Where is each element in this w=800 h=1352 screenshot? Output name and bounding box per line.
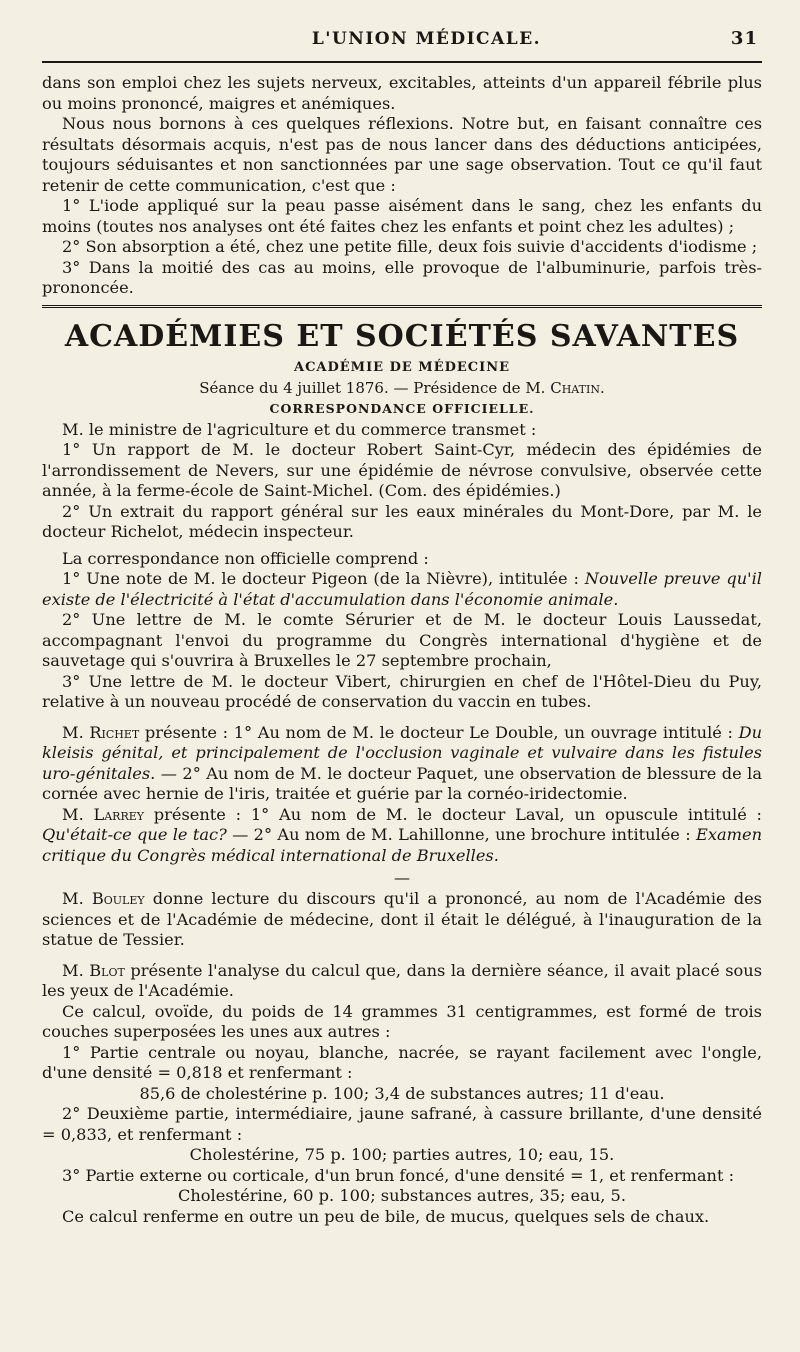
- seance-prefix: Séance du 4 juillet 1876. — Présidence de M.: [199, 378, 546, 397]
- body-paragraph-7: 3° Une lettre de M. le docteur Vibert, chirurgien en chef de l'Hôtel-Dieu du Puy, relative à un nouveau procédé de conservation du vaccin en tubes.: [42, 671, 762, 711]
- running-title: L'UNION MÉDICALE.: [311, 29, 542, 49]
- analysis-1: 85,6 de cholestérine p. 100; 3,4 de substances autres; 11 d'eau.: [139, 1083, 665, 1103]
- body-paragraph-6: 2° Une lettre de M. le comte Sérurier et de M. le docteur Louis Laussedat, accompagnant l'envoi du programme du Congrès international d'hygiène et de sauvetage qui s'ouvrira à Bruxelles le 27 septembre prochain,: [42, 610, 762, 670]
- article-body: [42, 420, 762, 1228]
- body-paragraph-11: M. Blot présente l'analyse du calcul que, dans la dernière séance, il avait placé sous les yeux de l'Académie.: [42, 960, 763, 1000]
- body-paragraph-10: M. Bouley donne lecture du discours qu'il a prononcé, au nom de l'Académie des sciences et de l'Académie de médecine, dont il était le délégué, à l'inauguration de la statue de Tessier.: [42, 889, 762, 949]
- body-paragraph-4: La correspondance non officielle comprend :: [62, 548, 429, 568]
- body-paragraph-14: 2° Deuxième partie, intermédiaire, jaune safrané, à cassure brillante, d'une densité = 0,833, et renfermant :: [42, 1104, 762, 1144]
- section-title: ACADÉMIES ET SOCIÉTÉS SAVANTES: [64, 318, 740, 354]
- intro-item-2: 2° Son absorption a été, chez une petite fille, deux fois suivie d'accidents d'iodisme ;: [62, 237, 758, 256]
- section-rule: [42, 305, 762, 310]
- seance-president: Chatin.: [550, 378, 605, 397]
- page-number: 31: [730, 28, 758, 49]
- body-paragraph-2: 1° Un rapport de M. le docteur Robert Saint-Cyr, médecin des épidémies de l'arrondissement de Nevers, sur une épidémie de névrose convulsive, observée cette année, à la ferme-école de Saint-Michel. (Com. des épidémies.): [42, 440, 762, 500]
- seance-line: [42, 379, 762, 397]
- body-paragraph-16: Ce calcul renferme en outre un peu de bile, de mucus, quelques sels de chaux.: [62, 1206, 710, 1226]
- intro-paragraph-1: dans son emploi chez les sujets nerveux, excitables, atteints d'un appareil fébrile plus ou moins prononcé, maigres et anémiques.: [42, 73, 762, 113]
- intro-paragraph-2: Nous nous bornons à ces quelques réflexions. Notre but, en faisant connaître ces résultats désormais acquis, n'est pas de nous lancer dans des déductions anticipées, toujours séduisantes et non sanctionnées par une sage observation. Tout ce qu'il faut retenir de cette communication, c'est que :: [42, 114, 762, 195]
- analysis-2: Cholestérine, 75 p. 100; parties autres, 10; eau, 15.: [189, 1145, 615, 1164]
- body-paragraph-12: Ce calcul, ovoïde, du poids de 14 grammes 31 centigrammes, est formé de trois couches superposées les unes aux autres :: [42, 1001, 762, 1041]
- body-paragraph-8: M. Richet présente : 1° Au nom de M. le docteur Le Double, un ouvrage intitulé : Du kleisis génital, et principalement de l'occlusion vaginale et vulvaire dans les fistules uro-génitales. — 2° Au nom de M. le docteur Paquet, une observation de blessure de la cornée avec hernie de l'iris, traitée et guérie par la cornéo-iridectomie.: [42, 722, 762, 803]
- body-paragraph-9: M. Larrey présente : 1° Au nom de M. le docteur Laval, un opuscule intitulé : Qu'était-ce que le tac? — 2° Au nom de M. Lahillonne, une brochure intitulée : Examen critique du Congrès médical international de Bruxelles.: [42, 804, 763, 865]
- body-paragraph-1: M. le ministre de l'agriculture et du commerce transmet :: [62, 419, 537, 439]
- header-rule: [42, 61, 762, 63]
- page-header: [42, 28, 762, 49]
- intro-item-1: 1° L'iode appliqué sur la peau passe aisément dans le sang, chez les enfants du moins (toutes nos analyses ont été faites chez les enfants et point chez les adultes) ;: [42, 196, 762, 236]
- intro-text: [42, 73, 762, 299]
- analysis-3: Cholestérine, 60 p. 100; substances autres, 35; eau, 5.: [178, 1186, 626, 1205]
- body-paragraph-3: 2° Un extrait du rapport général sur les eaux minérales du Mont-Dore, par M. le docteur Richelot, médecin inspecteur.: [42, 501, 762, 541]
- correspondance-heading: CORRESPONDANCE OFFICIELLE.: [269, 400, 535, 416]
- academy-title: ACADÉMIE DE MÉDECINE: [293, 359, 510, 375]
- body-paragraph-13: 1° Partie centrale ou noyau, blanche, nacrée, se rayant facilement avec l'ongle, d'une densité = 0,818 et renfermant :: [42, 1042, 762, 1082]
- body-paragraph-5: 1° Une note de M. le docteur Pigeon (de la Nièvre), intitulée : Nouvelle preuve qu'il existe de l'électricité à l'état d'accumulation dans l'économie animale.: [42, 569, 762, 609]
- separator-dash: —: [394, 868, 410, 887]
- intro-item-3: 3° Dans la moitié des cas au moins, elle provoque de l'albuminurie, parfois très-prononcée.: [42, 257, 762, 297]
- body-paragraph-15: 3° Partie externe ou corticale, d'un brun foncé, d'une densité = 1, et renfermant :: [62, 1165, 735, 1185]
